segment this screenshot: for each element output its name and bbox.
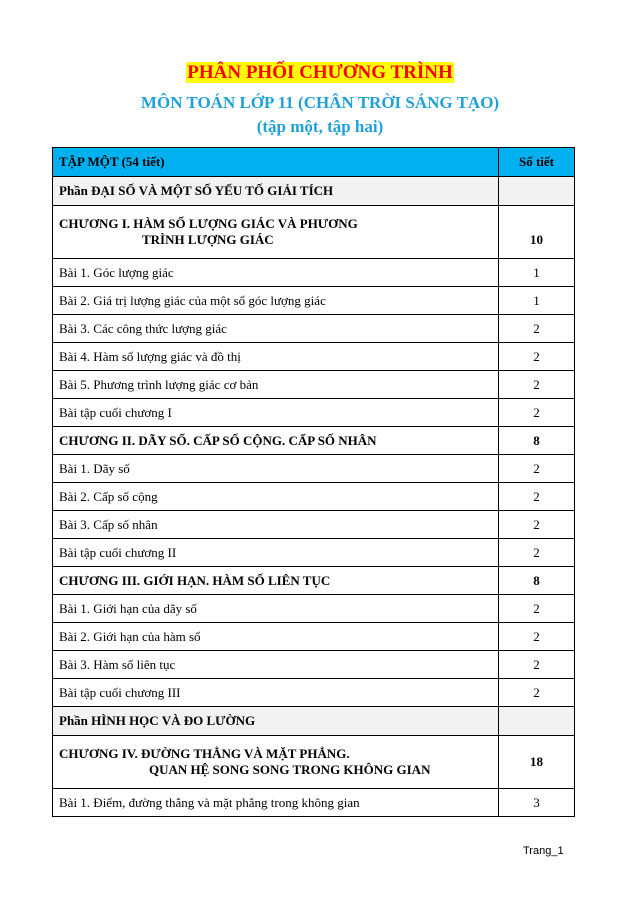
table-row [53, 623, 575, 651]
lesson-label: Bài 2. Cấp số cộng [53, 483, 499, 511]
chapter-row-1 [53, 206, 575, 259]
table-row [53, 399, 575, 427]
table-row [53, 371, 575, 399]
lesson-count: 2 [499, 623, 575, 651]
lesson-label: Bài 4. Hàm số lượng giác và đồ thị [53, 343, 499, 371]
document-title [0, 62, 640, 84]
lesson-label: Bài 3. Cấp số nhân [53, 511, 499, 539]
chapter-count: 8 [499, 567, 575, 595]
chapter-row-3 [53, 567, 575, 595]
table-row [53, 315, 575, 343]
lesson-count: 2 [499, 595, 575, 623]
table-row [53, 679, 575, 707]
table-row [53, 483, 575, 511]
chapter-count: 18 [499, 736, 575, 789]
lesson-label: Bài 1. Dãy số [53, 455, 499, 483]
page-number: Trang_1 [523, 845, 564, 857]
chapter-label-line2: TRÌNH LƯỢNG GIÁC [142, 232, 274, 247]
part-row-algebra [53, 177, 575, 206]
title-text: PHÂN PHỐI CHƯƠNG TRÌNH [187, 62, 453, 83]
part-label: Phần HÌNH HỌC VÀ ĐO LƯỜNG [53, 707, 499, 736]
lesson-count: 2 [499, 483, 575, 511]
lesson-count: 3 [499, 789, 575, 817]
lesson-label: Bài 1. Điểm, đường thẳng và mặt phẳng trong không gian [53, 789, 499, 817]
chapter-label-line1: CHƯƠNG IV. ĐƯỜNG THẲNG VÀ MẶT PHẲNG. [59, 746, 350, 761]
lesson-label: Bài 3. Các công thức lượng giác [53, 315, 499, 343]
table-row [53, 595, 575, 623]
chapter-label [53, 736, 499, 789]
lesson-label: Bài 1. Góc lượng giác [53, 259, 499, 287]
lesson-count: 2 [499, 315, 575, 343]
table-row [53, 259, 575, 287]
table-row [53, 789, 575, 817]
lesson-count: 1 [499, 259, 575, 287]
table-header-row [53, 148, 575, 177]
chapter-count: 8 [499, 427, 575, 455]
lesson-label: Bài 1. Giới hạn của dãy số [53, 595, 499, 623]
lesson-count: 2 [499, 539, 575, 567]
lesson-count: 2 [499, 679, 575, 707]
table-row [53, 455, 575, 483]
part-label: Phần ĐẠI SỐ VÀ MỘT SỐ YẾU TỐ GIẢI TÍCH [53, 177, 499, 206]
lesson-label: Bài 3. Hàm số liên tục [53, 651, 499, 679]
table-row [53, 343, 575, 371]
document-subtitle-2: (tập một, tập hai) [256, 117, 384, 136]
chapter-row-4 [53, 736, 575, 789]
lesson-count: 2 [499, 399, 575, 427]
chapter-label: CHƯƠNG II. DÃY SỐ. CẤP SỐ CỘNG. CẤP SỐ NHÂN [53, 427, 499, 455]
lesson-label: Bài 5. Phương trình lượng giác cơ bản [53, 371, 499, 399]
header-volume-label: TẬP MỘT (54 tiết) [53, 148, 499, 177]
lesson-label: Bài 2. Giới hạn của hàm số [53, 623, 499, 651]
table-row [53, 287, 575, 315]
table-row [53, 511, 575, 539]
lesson-count: 1 [499, 287, 575, 315]
lesson-label: Bài tập cuối chương II [53, 539, 499, 567]
chapter-label-line1: CHƯƠNG I. HÀM SỐ LƯỢNG GIÁC VÀ PHƯƠNG [59, 216, 358, 231]
table-row [53, 651, 575, 679]
chapter-label [53, 206, 499, 259]
part-count-cell [499, 707, 575, 736]
chapter-count: 10 [499, 206, 575, 259]
lesson-count: 2 [499, 651, 575, 679]
lesson-label: Bài 2. Giá trị lượng giác của một số góc lượng giác [53, 287, 499, 315]
chapter-row-2 [53, 427, 575, 455]
document-subtitle: MÔN TOÁN LỚP 11 (CHÂN TRỜI SÁNG TẠO) [140, 93, 500, 112]
header-count-label: Số tiết [499, 148, 575, 177]
lesson-label: Bài tập cuối chương III [53, 679, 499, 707]
part-row-geometry [53, 707, 575, 736]
lesson-count: 2 [499, 371, 575, 399]
table-row [53, 539, 575, 567]
chapter-label-line2: QUAN HỆ SONG SONG TRONG KHÔNG GIAN [149, 762, 431, 777]
lesson-label: Bài tập cuối chương I [53, 399, 499, 427]
lesson-count: 2 [499, 455, 575, 483]
part-count-cell [499, 177, 575, 206]
program-table [52, 147, 575, 817]
lesson-count: 2 [499, 343, 575, 371]
chapter-label: CHƯƠNG III. GIỚI HẠN. HÀM SỐ LIÊN TỤC [53, 567, 499, 595]
lesson-count: 2 [499, 511, 575, 539]
